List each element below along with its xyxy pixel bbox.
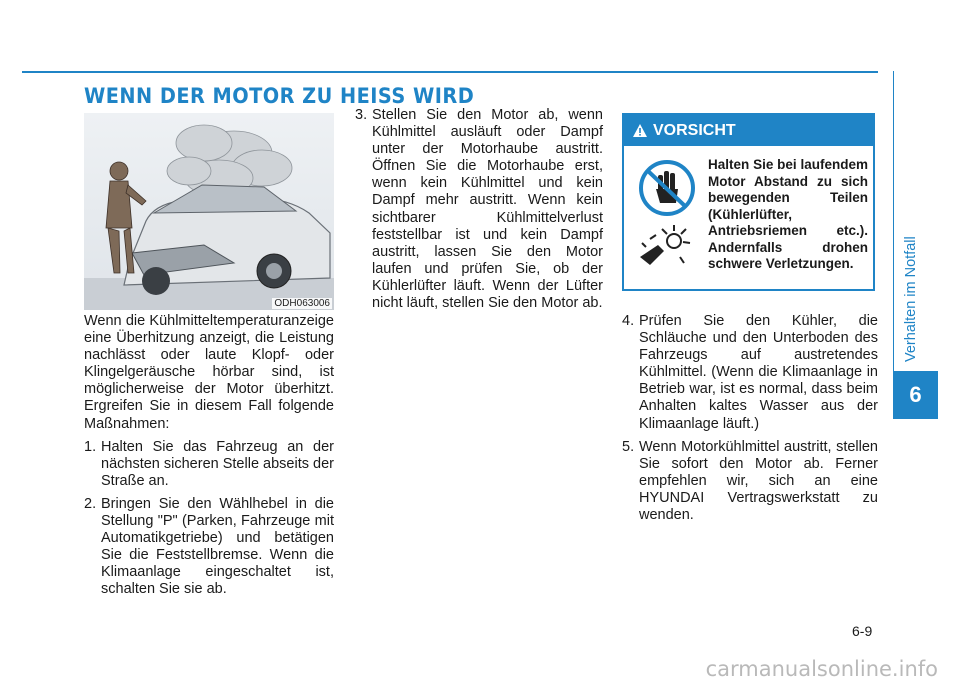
- list-item: [355, 107, 603, 312]
- list-item: [84, 496, 334, 599]
- step-number: 3.: [355, 107, 368, 123]
- warning-triangle-icon: [632, 123, 648, 138]
- car-steam-drawing: [84, 113, 334, 310]
- caution-title: VORSICHT: [653, 121, 736, 139]
- column-left: [84, 313, 334, 599]
- step-text: Halten Sie das Fahrzeug an der nächsten sicheren Stelle abseits der Straße an.: [101, 438, 334, 489]
- sidebar-rule: [893, 71, 894, 371]
- step-number: 5.: [622, 438, 635, 455]
- step-text: Stellen Sie den Motor ab, wenn Kühlmittel ausläuft oder Dampf unter der Motorhaube austritt. Öffnen Sie die Motorhaube erst, wenn kein Kühlmittel und kein Dampf mehr austritt. Wenn kein sichtbarer Kühlmittelverlust feststellbar ist und kein Dampf austritt, lassen Sie den Motor laufen und prüfen Sie, ob der Kühlerlüfter läuft. Wenn der Lüfter nicht läuft, stellen Sie den Motor ab.: [372, 107, 603, 312]
- column-right: [622, 313, 878, 524]
- step-text: Prüfen Sie den Kühler, die Schläuche und den Unterboden des Fahrzeugs auf austretendes Kühlmittel. (Wenn die Klimaanlage in Betrieb war, ist es normal, dass beim Anhalten kaltes Wasser aus der Klimaanlage läuft.): [639, 313, 878, 432]
- fan-hazard-icon: [636, 217, 698, 277]
- step-number: 2.: [84, 495, 97, 512]
- step-text: Wenn Motorkühlmittel austritt, stellen Sie sofort den Motor ab. Ferner empfehlen wir, sich an eine HYUNDAI Vertragswerkstatt zu wenden.: [639, 438, 878, 524]
- column-middle: [355, 107, 603, 312]
- list-item: [622, 313, 878, 433]
- figure-code: ODH063006: [274, 298, 330, 309]
- caution-text: Halten Sie bei laufendem Motor Abstand zu sich bewegenden Teilen (Kühlerlüfter, Antriebsriemen etc.). Andernfalls drohen schwere Verletzungen.: [708, 157, 868, 271]
- step-text: Bringen Sie den Wählhebel in die Stellung "P" (Parken, Fahrzeuge mit Automatikgetriebe) und betätigen Sie die Feststellbremse. Wenn die Klimaanlage eingeschaltet ist, schalten Sie sie ab.: [101, 495, 334, 598]
- step-number: 1.: [84, 438, 97, 455]
- step-number: 4.: [622, 313, 635, 329]
- caution-header: [624, 115, 873, 146]
- chapter-tab: 6: [893, 371, 938, 419]
- watermark: carmanualsonline.info: [705, 657, 938, 681]
- section-label: Verhalten im Notfall: [903, 236, 919, 362]
- page-number: 6-9: [852, 623, 873, 639]
- intro-paragraph: Wenn die Kühlmitteltemperaturanzeige eine Überhitzung anzeigt, die Leistung nachlässt oder laute Klopf- oder Klingelgeräusche hörbar sind, ist möglicherweise der Motor überhitzt. Ergreifen Sie in diesem Fall folgende Maßnahmen:: [84, 313, 334, 432]
- page-title: WENN DER MOTOR ZU HEISS WIRD: [84, 84, 475, 108]
- list-item: [622, 439, 878, 524]
- caution-box: [622, 113, 875, 291]
- list-item: [84, 439, 334, 490]
- caution-pictograms: [636, 159, 698, 274]
- overheated-engine-illustration: [84, 113, 334, 310]
- header-rule: [22, 71, 878, 73]
